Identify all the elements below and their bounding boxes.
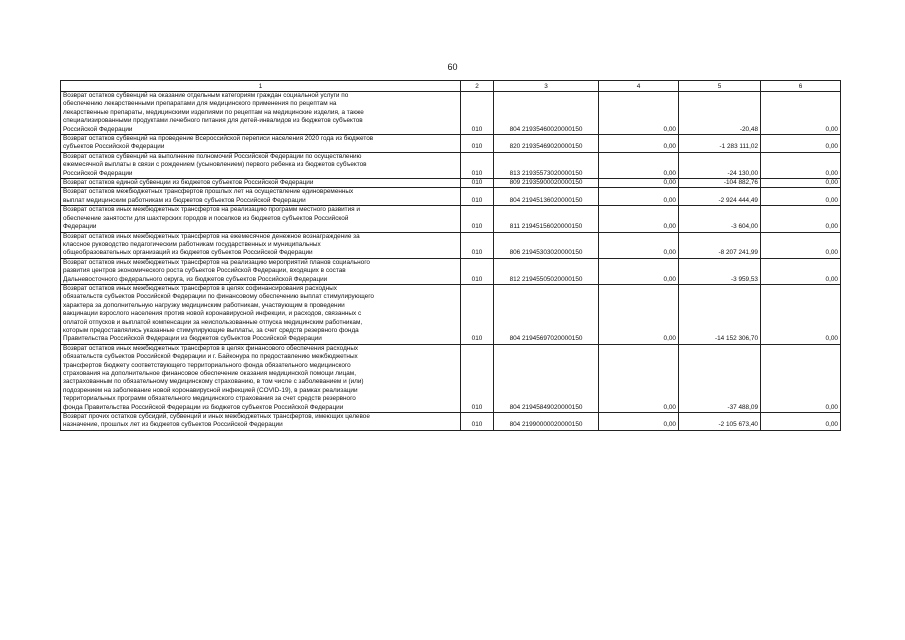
row-code: 010 — [461, 206, 494, 232]
row-value-col4: 0,00 — [599, 258, 679, 284]
row-value-col6: 0,00 — [761, 258, 841, 284]
row-value-col4: 0,00 — [599, 344, 679, 412]
row-code: 010 — [461, 344, 494, 412]
column-header-5: 5 — [679, 81, 761, 92]
row-value-col4: 0,00 — [599, 284, 679, 344]
table-row — [61, 284, 841, 344]
row-code: 010 — [461, 152, 494, 178]
row-code: 010 — [461, 413, 494, 431]
row-value-col4: 0,00 — [599, 413, 679, 431]
row-value-col6: 0,00 — [761, 152, 841, 178]
row-value-col5: -3 959,53 — [679, 258, 761, 284]
column-header-4: 4 — [599, 81, 679, 92]
row-value-col5: -24 130,00 — [679, 152, 761, 178]
header-row — [61, 81, 841, 92]
row-budget-code: 812 21945505020000150 — [494, 258, 599, 284]
row-code: 010 — [461, 179, 494, 188]
row-value-col6: 0,00 — [761, 413, 841, 431]
row-budget-code: 804 21990000020000150 — [494, 413, 599, 431]
table-row — [61, 206, 841, 232]
row-value-col6: 0,00 — [761, 92, 841, 135]
row-value-col5: -2 105 673,40 — [679, 413, 761, 431]
report-table — [60, 80, 841, 431]
row-value-col4: 0,00 — [599, 92, 679, 135]
row-value-col5: -37 488,09 — [679, 344, 761, 412]
row-budget-code: 813 21935573020000150 — [494, 152, 599, 178]
row-code: 010 — [461, 92, 494, 135]
table-row — [61, 135, 841, 153]
row-value-col5: -20,48 — [679, 92, 761, 135]
table-row — [61, 188, 841, 206]
table-row — [61, 344, 841, 412]
row-value-col6: 0,00 — [761, 344, 841, 412]
row-value-col4: 0,00 — [599, 206, 679, 232]
row-description: Возврат остатков субвенций на проведение Всероссийской переписи населения 2020 года из бюджетов субъектов Российской Федерации — [61, 135, 461, 153]
page-number: 60 — [447, 62, 458, 72]
row-description: Возврат остатков иных межбюджетных трансфертов на реализацию программ местного развития и обеспечение занятости для шахтерских городов и поселков из бюджетов субъектов Российской Федерации — [61, 206, 461, 232]
row-value-col5: -104 882,76 — [679, 179, 761, 188]
table-row — [61, 232, 841, 258]
table-row — [61, 413, 841, 431]
row-value-col4: 0,00 — [599, 232, 679, 258]
row-value-col4: 0,00 — [599, 188, 679, 206]
row-budget-code: 804 21935460020000150 — [494, 92, 599, 135]
row-description: Возврат остатков иных межбюджетных трансфертов на ежемесячное денежное вознаграждение за классное руководство педагогическим работникам государственных и муниципальных общеобразовательных организаций из бюджетов субъектов Российской Федерации — [61, 232, 461, 258]
row-value-col4: 0,00 — [599, 135, 679, 153]
row-description: Возврат прочих остатков субсидий, субвенций и иных межбюджетных трансфертов, имеющих целевое назначение, прошлых лет из бюджетов субъектов Российской Федерации — [61, 413, 461, 431]
table-row — [61, 152, 841, 178]
row-description: Возврат остатков иных межбюджетных трансфертов в целях софинансирования расходных обязательств субъектов Российской Федерации по финансовому обеспечению выплат стимулирующего характера за дополнительную нагрузку медицинским работникам, участвующим в проведении вакцинации взрослого населения против новой коронавирусной инфекции, и расходов, связанных с оплатой отпусков и выплатой компенсации за неиспользованные отпуска медицинским работникам, которым предоставлялись указанные стимулирующие выплаты, за счет средств резервного фонда Правительства Российской Федерации из бюджетов субъектов Российской Федерации — [61, 284, 461, 344]
row-value-col5: -8 207 241,99 — [679, 232, 761, 258]
column-header-1: 1 — [61, 81, 461, 92]
row-value-col6: 0,00 — [761, 135, 841, 153]
row-code: 010 — [461, 258, 494, 284]
row-code: 010 — [461, 232, 494, 258]
row-budget-code: 804 21945136020000150 — [494, 188, 599, 206]
row-value-col6: 0,00 — [761, 284, 841, 344]
table-row — [61, 179, 841, 188]
row-budget-code: 806 21945303020000150 — [494, 232, 599, 258]
row-code: 010 — [461, 188, 494, 206]
table-body — [61, 92, 841, 431]
row-budget-code: 820 21935469020000150 — [494, 135, 599, 153]
row-value-col6: 0,00 — [761, 232, 841, 258]
row-description: Возврат остатков межбюджетных трансфертов прошлых лет на осуществление единовременных выплат медицинским работникам из бюджетов субъектов Российской Федерации — [61, 188, 461, 206]
row-description: Возврат остатков единой субвенции из бюджетов субъектов Российской Федерации — [61, 179, 461, 188]
row-value-col5: -1 283 111,02 — [679, 135, 761, 153]
table-row — [61, 258, 841, 284]
row-budget-code: 809 21935900020000150 — [494, 179, 599, 188]
row-value-col6: 0,00 — [761, 206, 841, 232]
row-value-col4: 0,00 — [599, 179, 679, 188]
row-budget-code: 804 21945697020000150 — [494, 284, 599, 344]
row-description: Возврат остатков иных межбюджетных трансфертов в целях финансового обеспечения расходных обязательств субъектов Российской Федерации и г. Байконура по предоставлению межбюджетных трансфертов бюджету соответствующего территориального фонда обязательного медицинского страхования на дополнительное финансовое обеспечение оказания медицинской помощи лицам, застрахованным по обязательному медицинскому страхованию, в том числе с заболеванием и (или) подозрением на заболевание новой коронавирусной инфекцией (COVID-19), в рамках реализации территориальных программ обязательного медицинского страхования за счет средств резервного фонда Правительства Российской Федерации из бюджетов субъектов Российской Федерации — [61, 344, 461, 412]
column-header-6: 6 — [761, 81, 841, 92]
row-description: Возврат остатков субвенций на выполнение полномочий Российской Федерации по осуществлению ежемесячной выплаты в связи с рождением (усыновлением) первого ребенка из бюджетов субъектов Российской Федерации — [61, 152, 461, 178]
table-row — [61, 92, 841, 135]
row-value-col5: -3 604,00 — [679, 206, 761, 232]
column-header-2: 2 — [461, 81, 494, 92]
row-value-col6: 0,00 — [761, 179, 841, 188]
row-description: Возврат остатков субвенций на оказание отдельным категориям граждан социальной услуги по обеспечению лекарственными препаратами для медицинского применения по рецептам на лекарственные препараты, медицинскими изделиями по рецептам на медицинские изделия, а также специализированными продуктами лечебного питания для детей-инвалидов из бюджетов субъектов Российской Федерации — [61, 92, 461, 135]
row-value-col5: -2 924 444,49 — [679, 188, 761, 206]
row-budget-code: 804 21945849020000150 — [494, 344, 599, 412]
row-value-col4: 0,00 — [599, 152, 679, 178]
row-budget-code: 811 21945156020000150 — [494, 206, 599, 232]
row-value-col5: -14 152 306,70 — [679, 284, 761, 344]
row-value-col6: 0,00 — [761, 188, 841, 206]
row-description: Возврат остатков иных межбюджетных трансфертов на реализацию мероприятий планов социального развития центров экономического роста субъектов Российской Федерации, входящих в состав Дальневосточного федерального округа, из бюджетов субъектов Российской Федерации — [61, 258, 461, 284]
row-code: 010 — [461, 135, 494, 153]
row-code: 010 — [461, 284, 494, 344]
column-header-3: 3 — [494, 81, 599, 92]
